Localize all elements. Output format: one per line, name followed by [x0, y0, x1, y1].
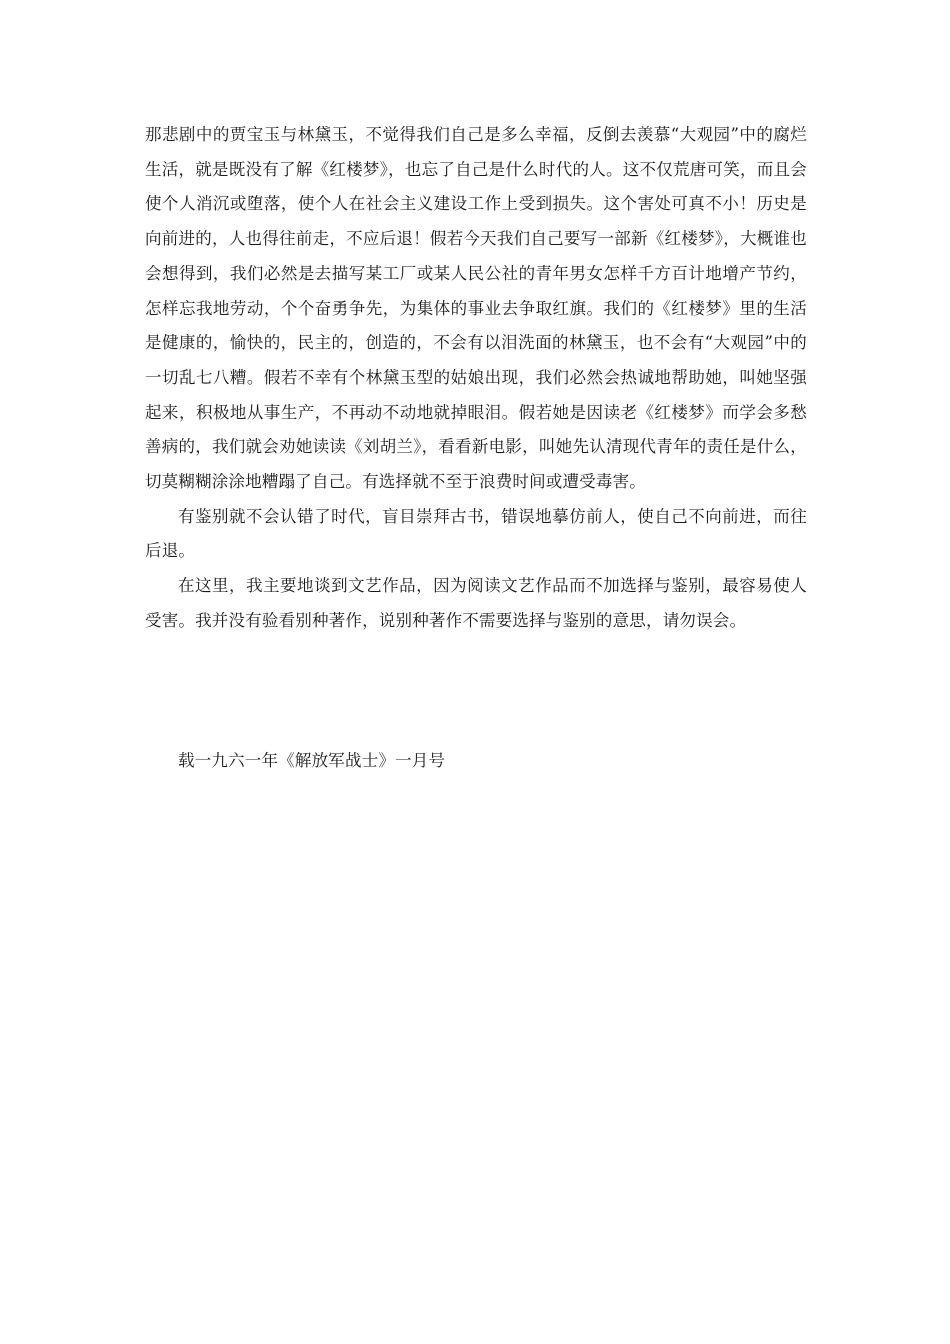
publication-source: 载一九六一年《解放军战士》一月号: [178, 751, 446, 770]
paragraph-2: 有鉴别就不会认错了时代，盲目崇拜古书，错误地摹仿前人，使自己不向前进，而往后退。: [145, 506, 807, 561]
article-body: [145, 118, 807, 639]
paragraph-3: 在这里，我主要地谈到文艺作品，因为阅读文艺作品而不加选择与鉴别，最容易使人受害。我并没有验看别种著作，说别种著作不需要选择与鉴别的意思，请勿误会。: [145, 576, 807, 630]
paragraph-1: 那悲剧中的贾宝玉与林黛玉，不觉得我们自己是多么幸福，反倒去羡慕“大观园”中的腐烂生活，就是既没有了解《红楼梦》，也忘了自己是什么时代的人。这不仅荒唐可笑，而且会使个人消沉或堕落，使个人在社会主义建设工作上受到损失。这个害处可真不小！历史是向前进的，人也得往前走，不应后退！假若今天我们自己要写一部新《红楼梦》，大概谁也会想得到，我们必然是去描写某工厂或某人民公社的青年男女怎样千方百计地增产节约，怎样忘我地劳动，个个奋勇争先，为集体的事业去争取红旗。我们的《红楼梦》里的生活是健康的，愉快的，民主的，创造的，不会有以泪洗面的林黛玉，也不会有“大观园”中的一切乱七八糟。假若不幸有个林黛玉型的姑娘出现，我们必然会热诚地帮助她，叫她坚强起来，积极地从事生产，不再动不动地就掉眼泪。假若她是因读老《红楼梦》而学会多愁善病的，我们就会劝她读读《刘胡兰》，看看新电影，叫她先认清现代青年的责任是什么，切莫糊糊涂涂地糟蹋了自己。有选择就不至于浪费时间或遭受毒害。: [145, 125, 807, 492]
